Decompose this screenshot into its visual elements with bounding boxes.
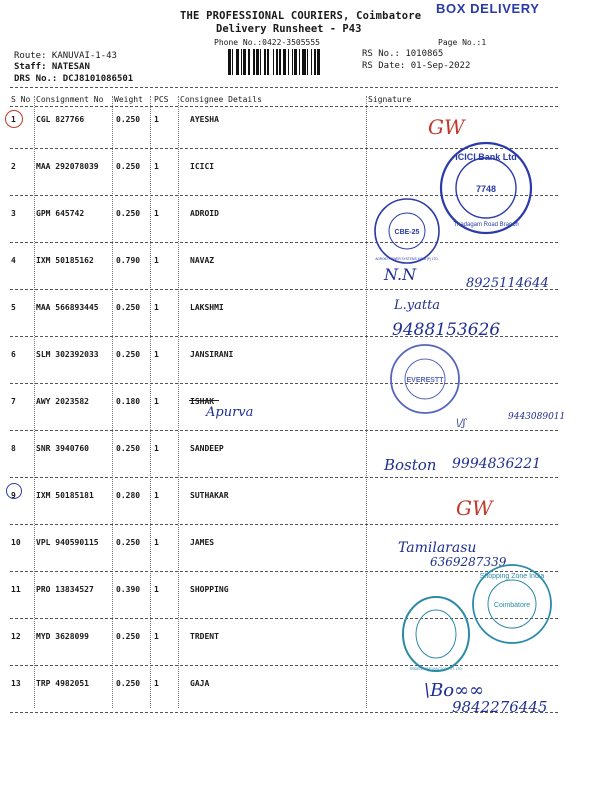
row-pcs: 1 [154, 397, 159, 406]
row-consignee: JANSIRANI [190, 350, 234, 359]
col-weight: Weight [114, 95, 143, 104]
row-8-phone-2: 9994836221 [452, 456, 542, 472]
row-4-phone: 8925114644 [466, 276, 549, 291]
row-consignee: ICICI [190, 162, 215, 171]
row-weight: 0.250 [116, 350, 141, 359]
row-pcs: 1 [154, 585, 159, 594]
header-divider [10, 87, 558, 88]
row-sno: 11 [11, 585, 21, 594]
row-7-handwritten-name: Apurva [206, 405, 254, 420]
row-divider [10, 383, 558, 384]
row-consignment-no: CGL 827766 [36, 115, 85, 124]
col-pcs: PCS [154, 95, 169, 104]
trident-stamp-icon [400, 594, 472, 674]
svg-text:ADROID POWER SYSTEMS INDIA (P): ADROID POWER SYSTEMS INDIA (P) LTD. [375, 257, 439, 261]
table-row [0, 350, 600, 370]
row-consignee: NAVAZ [190, 256, 215, 265]
row-sno: 4 [11, 256, 16, 265]
row-pcs: 1 [154, 350, 159, 359]
svg-text:TRIDENT PNEUMATICS PVT. LTD.: TRIDENT PNEUMATICS PVT. LTD. [409, 667, 463, 671]
table-row [0, 491, 600, 511]
svg-text:Thadagam Road Branch: Thadagam Road Branch [453, 222, 519, 228]
rs-date: RS Date: 01-Sep-2022 [362, 61, 471, 71]
row-pcs: 1 [154, 209, 159, 218]
row-sno: 7 [11, 397, 16, 406]
document-subtitle: Delivery Runsheet - P43 [216, 23, 362, 35]
row-weight: 0.250 [116, 538, 141, 547]
row-consignee: SHOPPING [190, 585, 229, 594]
row-weight: 0.250 [116, 115, 141, 124]
row-consignment-no: IXM 50185181 [36, 491, 94, 500]
row-consignment-no: MAA 566893445 [36, 303, 99, 312]
row-consignment-no: TRP 4982051 [36, 679, 89, 688]
table-row [0, 256, 600, 276]
row-consignment-no: SNR 3940760 [36, 444, 89, 453]
row-weight: 0.250 [116, 303, 141, 312]
col-signature: Signature [368, 95, 412, 104]
row-13-signature: \Bo∞∞ [424, 680, 485, 701]
table-header-divider [10, 106, 558, 107]
row-sno: 10 [11, 538, 21, 547]
row-weight: 0.250 [116, 209, 141, 218]
table-row [0, 538, 600, 558]
row-weight: 0.280 [116, 491, 141, 500]
row-consignment-no: MYD 3628099 [36, 632, 89, 641]
row-pcs: 1 [154, 303, 159, 312]
svg-text:EVERESTT: EVERESTT [406, 377, 444, 384]
row-10-name: Tamilarasu [398, 540, 477, 556]
document-title: THE PROFESSIONAL COURIERS, Coimbatore [180, 10, 422, 22]
row-weight: 0.250 [116, 444, 141, 453]
svg-text:Shopping Zone India: Shopping Zone India [479, 573, 545, 580]
drs-number: DRS No.: DCJ8101086501 [14, 74, 134, 84]
row-pcs: 1 [154, 256, 159, 265]
row-sno: 1 [11, 115, 16, 124]
row-divider [10, 477, 558, 478]
row-consignment-no: AWY 2023582 [36, 397, 89, 406]
row-sno: 6 [11, 350, 16, 359]
row-1-signature: GW [428, 115, 465, 139]
row-pcs: 1 [154, 679, 159, 688]
svg-text:Coimbatore: Coimbatore [493, 602, 531, 609]
table-row [0, 303, 600, 323]
row-consignee: LAKSHMI [190, 303, 224, 312]
row-5-phone: 9488153626 [392, 320, 501, 340]
row-weight: 0.180 [116, 397, 141, 406]
everest-stamp-icon [388, 342, 462, 416]
row-sno: 5 [11, 303, 16, 312]
row-divider [10, 524, 558, 525]
row-pcs: 1 [154, 115, 159, 124]
row-8-signature-2: Boston [384, 456, 437, 474]
route-label: Route: KANUVAI-1-43 [14, 51, 117, 61]
svg-text:ICICI Bank Ltd: ICICI Bank Ltd [455, 152, 517, 162]
row-consignee: ISHAK [190, 397, 215, 406]
row-weight: 0.390 [116, 585, 141, 594]
row-sno: 3 [11, 209, 16, 218]
row-consignment-no: SLM 302392033 [36, 350, 99, 359]
table-row [0, 679, 600, 699]
row-sno: 8 [11, 444, 16, 453]
svg-text:CBE-25: CBE-25 [394, 229, 420, 236]
row-pcs: 1 [154, 491, 159, 500]
phone-number: Phone No.:0422-3505555 [214, 38, 320, 47]
row-9-signature: GW [456, 496, 493, 520]
rs-number: RS No.: 1010865 [362, 49, 444, 59]
table-row [0, 115, 600, 135]
row-consignment-no: PRO 13834527 [36, 585, 94, 594]
row-consignment-no: MAA 292078039 [36, 162, 99, 171]
row-5-signature: L.yatta [394, 298, 441, 313]
row-1-circle-mark [5, 110, 23, 128]
row-9-circle-mark [6, 483, 22, 499]
row-4-signature: N.N [384, 265, 417, 284]
row-weight: 0.790 [116, 256, 141, 265]
row-13-phone: 9842276445 [452, 698, 548, 716]
page-number: Page No.:1 [438, 38, 487, 47]
svg-text:7748: 7748 [475, 184, 497, 194]
row-consignment-no: IXM 50185162 [36, 256, 94, 265]
row-sno: 9 [11, 491, 16, 500]
row-pcs: 1 [154, 444, 159, 453]
row-consignment-no: VPL 940590115 [36, 538, 99, 547]
staff-label: Staff: NATESAN [14, 62, 90, 72]
barcode [228, 49, 350, 75]
col-consignment: Consignment No [36, 95, 104, 104]
row-sno: 13 [11, 679, 21, 688]
box-delivery-stamp: BOX DELIVERY [436, 1, 540, 16]
row-consignee: ADROID [190, 209, 219, 218]
row-consignee: TRDENT [190, 632, 219, 641]
row-divider [10, 430, 558, 431]
row-weight: 0.250 [116, 162, 141, 171]
row-consignee: JAMES [190, 538, 215, 547]
row-sno: 12 [11, 632, 21, 641]
row-pcs: 1 [154, 538, 159, 547]
row-pcs: 1 [154, 632, 159, 641]
row-weight: 0.250 [116, 632, 141, 641]
row-pcs: 1 [154, 162, 159, 171]
row-consignment-no: GPM 645742 [36, 209, 85, 218]
row-divider [10, 242, 558, 243]
row-consignee: GAJA [190, 679, 210, 688]
row-weight: 0.250 [116, 679, 141, 688]
row-8-signature: \/ʃ [456, 418, 466, 429]
col-sno: S No [11, 95, 31, 104]
row-8-phone: 9443089011 [508, 412, 566, 422]
shopping-zone-stamp-icon [470, 562, 554, 646]
strike-mark [189, 400, 219, 401]
row-consignee: SUTHAKAR [190, 491, 229, 500]
row-sno: 2 [11, 162, 16, 171]
row-consignee: AYESHA [190, 115, 219, 124]
row-10-phone: 6369287339 [430, 555, 507, 569]
col-consignee: Consignee Details [180, 95, 262, 104]
adroid-stamp-icon [372, 196, 442, 266]
icici-bank-stamp-icon [438, 140, 534, 236]
row-divider [10, 665, 558, 666]
row-consignee: SANDEEP [190, 444, 224, 453]
